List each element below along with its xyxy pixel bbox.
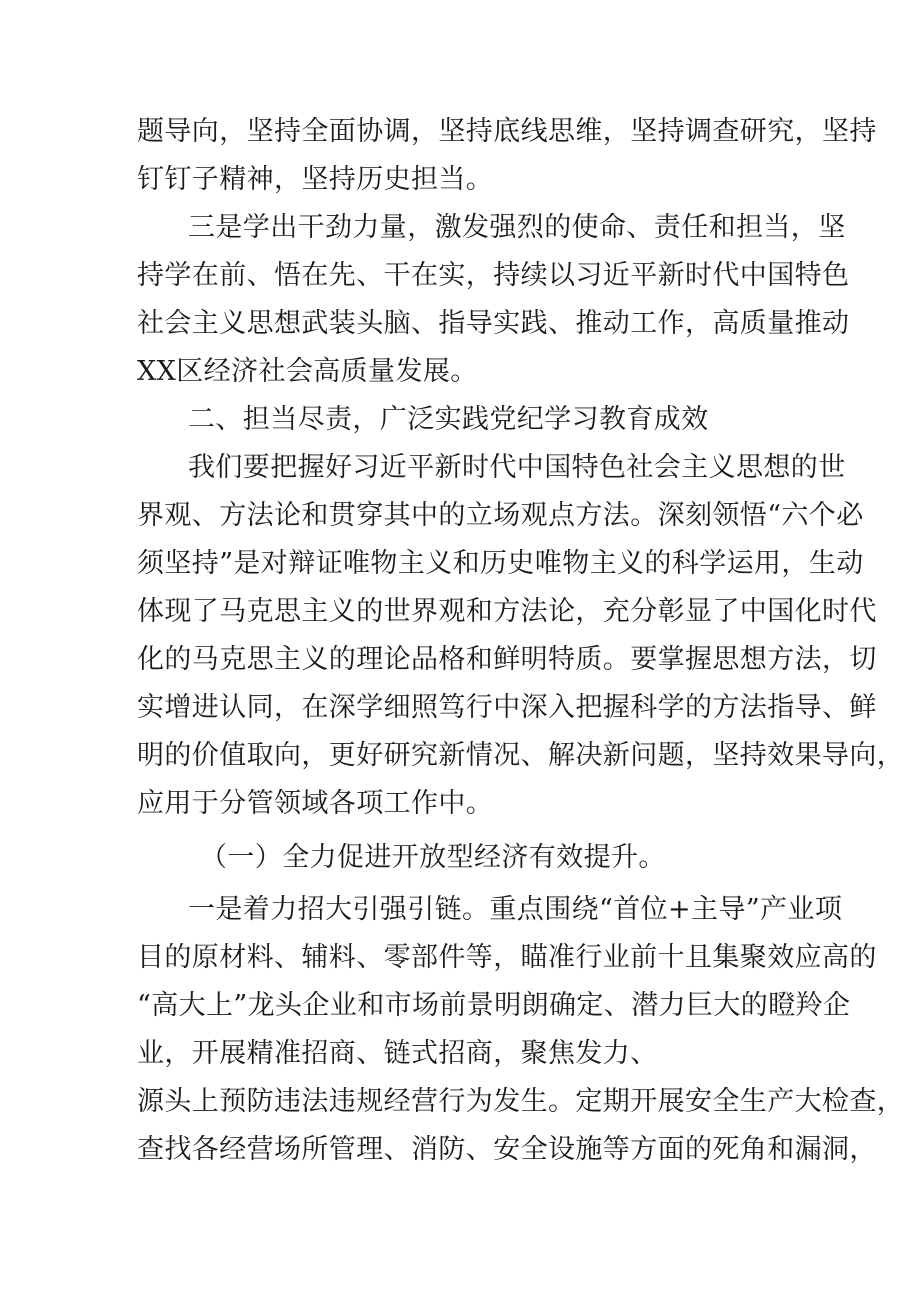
text-line: XX区经济社会高质量发展。 (137, 356, 478, 387)
text-line: 社会主义思想武装头脑、指导实践、推动工作，高质量推动 (137, 308, 850, 339)
text-line: 须坚持”是对辩证唯物主义和历史唯物主义的科学运用，生动 (137, 548, 864, 579)
text-line: 业，开展精准招商、链式招商，聚焦发力、 (137, 1038, 658, 1069)
text-line: 源头上预防违法违规经营行为发生。定期开展安全生产大检查， (137, 1086, 905, 1117)
text-line: “高大上”龙头企业和市场前景明朗确定、潜力巨大的瞪羚企 (137, 990, 851, 1021)
text-line: 目的原材料、辅料、零部件等，瞄准行业前十且集聚效应高的 (137, 942, 877, 973)
text-line: 钉钉子精神，坚持历史担当。 (137, 164, 494, 195)
text-line: 实增进认同，在深学细照笃行中深入把握科学的方法指导、鲜 (137, 692, 877, 723)
paragraph-start-line: 一是着力招大引强引链。重点围绕“首位+主导”产业项 (188, 894, 843, 925)
section-heading: 二、担当尽责，广泛实践党纪学习教育成效 (188, 404, 709, 435)
text-line: 界观、方法论和贯穿其中的立场观点方法。深刻领悟“六个必 (137, 500, 864, 531)
text-line: 明的价值取向，更好研究新情况、解决新问题，坚持效果导向， (137, 740, 905, 771)
subsection-heading: （一）全力促进开放型经济有效提升。 (200, 842, 666, 873)
paragraph-start-line: 我们要把握好习近平新时代中国特色社会主义思想的世 (188, 452, 846, 483)
text-line: 体现了马克思主义的世界观和方法论，充分彰显了中国化时代 (137, 596, 877, 627)
text-line: 持学在前、悟在先、干在实，持续以习近平新时代中国特色 (137, 260, 850, 291)
text-line: 化的马克思主义的理论品格和鲜明特质。要掌握思想方法，切 (137, 644, 877, 675)
text-line: 应用于分管领域各项工作中。 (137, 788, 494, 819)
text-line: 题导向，坚持全面协调，坚持底线思维，坚持调查研究，坚持 (137, 116, 877, 147)
text-line: 查找各经营场所管理、消防、安全设施等方面的死角和漏洞， (137, 1134, 877, 1165)
paragraph-start-line: 三是学出干劲力量，激发强烈的使命、责任和担当，坚 (188, 212, 846, 243)
